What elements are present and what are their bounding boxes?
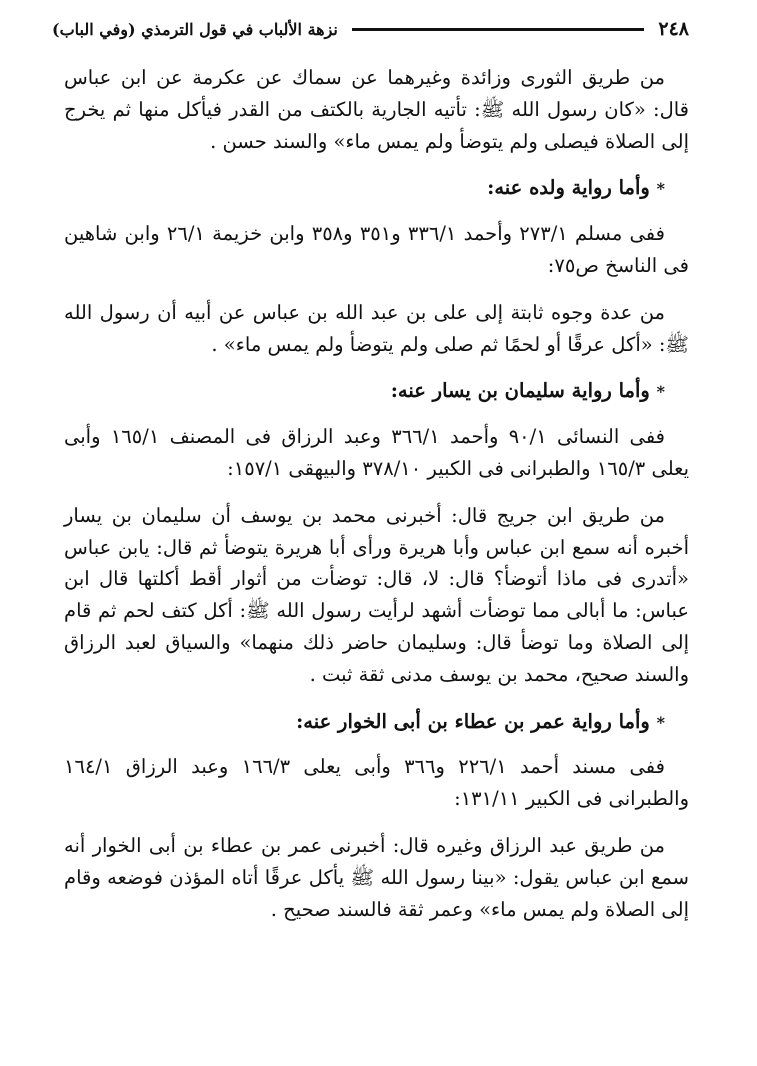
header-rule xyxy=(352,28,645,31)
running-title: نزهة الألباب في قول الترمذي (وفي الباب) xyxy=(52,19,338,39)
page-number: ٢٤٨ xyxy=(658,18,689,40)
paragraph: من طريق عبد الرزاق وغيره قال: أخبرنى عمر بن عطاء بن أبى الخوار أنه سمع ابن عباس يقول: «بينا رسول الله ﷺ يأكل عرقًا أتاه المؤذن فوضعه وقام إلى الصلاة ولم يمس ماء» وعمر ثقة فالسند صحيح . xyxy=(64,833,689,921)
paragraph: من طريق ابن جريج قال: أخبرنى محمد بن يوسف أن سليمان بن يسار أخبره أنه سمع ابن عباس وأبا هريرة ورأى أبا هريرة يتوضأ ثم قال: يابن عباس «أتدرى فى ماذا أتوضأ؟ قال: لا، قال: توضأت من أثوار أقط أكلتها قال ابن عباس: ما أبالى مما توضأت أشهد لرأيت رسول الله ﷺ: أكل كتف لحم ثم قام إلى الصلاة وما توضأ قال: وسليمان حاضر ذلك منهما» والسياق لعبد الرزاق والسند صحيح، محمد بن يوسف مدنى ثقة ثبت . xyxy=(64,503,689,686)
page-header xyxy=(52,14,689,44)
star-marker: * xyxy=(656,382,665,402)
section-heading xyxy=(64,706,689,739)
paragraph: ففى مسلم ٢٧٣/١ وأحمد ٣٣٦/١ و٣٥١ و٣٥٨ وابن خزيمة ٢٦/١ وابن شاهين فى الناسخ ص٧٥: xyxy=(64,222,689,277)
paragraph: ففى النسائى ٩٠/١ وأحمد ٣٦٦/١ وعبد الرزاق فى المصنف ١٦٥/١ وأبى يعلى ١٦٥/٣ والطبرانى فى الكبير ٣٧٨/١٠ والبيهقى ١٥٧/١: xyxy=(64,425,689,480)
paragraph: من طريق الثورى وزائدة وغيرهما عن سماك عن عكرمة عن ابن عباس قال: «كان رسول الله ﷺ: تأتيه الجارية بالكتف من القدر فيأكل منها ثم يخرج إلى الصلاة فيصلى ولم يتوضأ ولم يمس ماء» والسند حسن . xyxy=(64,66,689,153)
page-body xyxy=(64,62,689,940)
section-heading-text: وأما رواية سليمان بن يسار عنه: xyxy=(390,379,650,403)
section-heading-text: وأما رواية ولده عنه: xyxy=(487,176,650,200)
section-heading xyxy=(64,172,689,205)
section-heading xyxy=(64,375,689,408)
star-marker: * xyxy=(656,712,665,732)
paragraph: من عدة وجوه ثابتة إلى على بن عبد الله بن عباس عن أبيه أن رسول الله ﷺ: «أكل عرقًا أو لحمًا ثم صلى ولم يتوضأ ولم يمس ماء» . xyxy=(64,300,689,356)
star-marker: * xyxy=(656,179,665,199)
paragraph: ففى مسند أحمد ٢٢٦/١ و٣٦٦ وأبى يعلى ١٦٦/٣ وعبد الرزاق ١٦٤/١ والطبرانى فى الكبير ١٣١/١١: xyxy=(64,755,689,811)
section-heading-text: وأما رواية عمر بن عطاء بن أبى الخوار عنه: xyxy=(296,709,650,733)
